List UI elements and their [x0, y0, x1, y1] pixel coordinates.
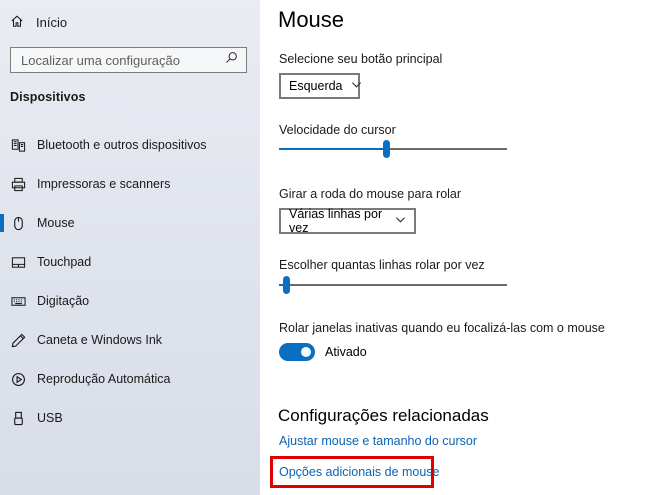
toggle-state-label: Ativado — [325, 345, 367, 359]
highlight-box — [270, 456, 434, 488]
cursor-speed-label: Velocidade do cursor — [279, 123, 396, 137]
chevron-down-icon — [351, 79, 362, 93]
slider-thumb[interactable] — [283, 276, 290, 294]
bluetooth-devices-icon — [10, 137, 26, 153]
adjust-mouse-cursor-link[interactable]: Ajustar mouse e tamanho do cursor — [279, 434, 478, 448]
scroll-wheel-dropdown[interactable] — [279, 208, 416, 234]
home-nav-item[interactable] — [10, 12, 67, 32]
sidebar-item-label: Reprodução Automática — [37, 372, 171, 386]
scroll-lines-slider[interactable] — [279, 275, 507, 295]
related-settings-heading: Configurações relacionadas — [278, 406, 489, 425]
search-input[interactable] — [21, 53, 221, 68]
primary-button-dropdown[interactable] — [279, 73, 360, 99]
sidebar-item-label: Touchpad — [37, 255, 92, 269]
additional-mouse-options-link[interactable]: Opções adicionais de mouse — [279, 465, 440, 479]
sidebar — [0, 0, 260, 495]
dropdown-value: Várias linhas por vez — [289, 207, 383, 235]
keyboard-icon — [10, 293, 26, 309]
slider-rail — [279, 284, 507, 286]
mouse-icon — [10, 215, 26, 231]
inactive-scroll-label: Rolar janelas inativas quando eu focalizá-las com o mouse — [279, 321, 605, 335]
sidebar-item-label: Caneta e Windows Ink — [37, 333, 163, 347]
search-icon[interactable] — [225, 51, 238, 69]
inactive-scroll-toggle[interactable] — [279, 343, 315, 361]
slider-fill — [279, 148, 386, 150]
home-label: Início — [36, 14, 68, 30]
sidebar-item-label: Bluetooth e outros dispositivos — [37, 138, 207, 152]
primary-button-label: Selecione seu botão principal — [279, 52, 443, 66]
sidebar-item-mouse[interactable] — [0, 208, 260, 238]
autoplay-icon — [10, 371, 26, 387]
printer-icon — [10, 176, 26, 192]
main-panel — [260, 0, 660, 495]
chevron-down-icon — [395, 214, 406, 228]
sidebar-item-autoplay[interactable] — [0, 364, 260, 394]
page-title: Mouse — [278, 7, 345, 32]
sidebar-item-usb[interactable] — [0, 403, 260, 433]
section-title: Dispositivos — [10, 90, 86, 104]
sidebar-item-printers[interactable] — [0, 169, 260, 199]
sidebar-item-typing[interactable] — [0, 286, 260, 316]
sidebar-item-bluetooth[interactable] — [0, 130, 260, 160]
slider-thumb[interactable] — [383, 140, 390, 158]
inactive-scroll-row — [279, 343, 367, 361]
search-box[interactable] — [10, 47, 247, 73]
scroll-wheel-label: Girar a roda do mouse para rolar — [279, 187, 462, 201]
home-icon — [10, 14, 24, 31]
sidebar-item-label: Digitação — [37, 294, 90, 308]
pen-icon — [10, 332, 26, 348]
sidebar-item-label: Mouse — [37, 216, 75, 230]
scroll-lines-label: Escolher quantas linhas rolar por vez — [279, 258, 485, 272]
cursor-speed-slider[interactable] — [279, 139, 507, 159]
dropdown-value: Esquerda — [289, 79, 343, 93]
sidebar-item-pen[interactable] — [0, 325, 260, 355]
sidebar-item-label: USB — [37, 411, 63, 425]
usb-icon — [10, 410, 26, 426]
touchpad-icon — [10, 254, 26, 270]
toggle-knob — [301, 347, 311, 357]
sidebar-item-label: Impressoras e scanners — [37, 177, 171, 191]
sidebar-item-touchpad[interactable] — [0, 247, 260, 277]
